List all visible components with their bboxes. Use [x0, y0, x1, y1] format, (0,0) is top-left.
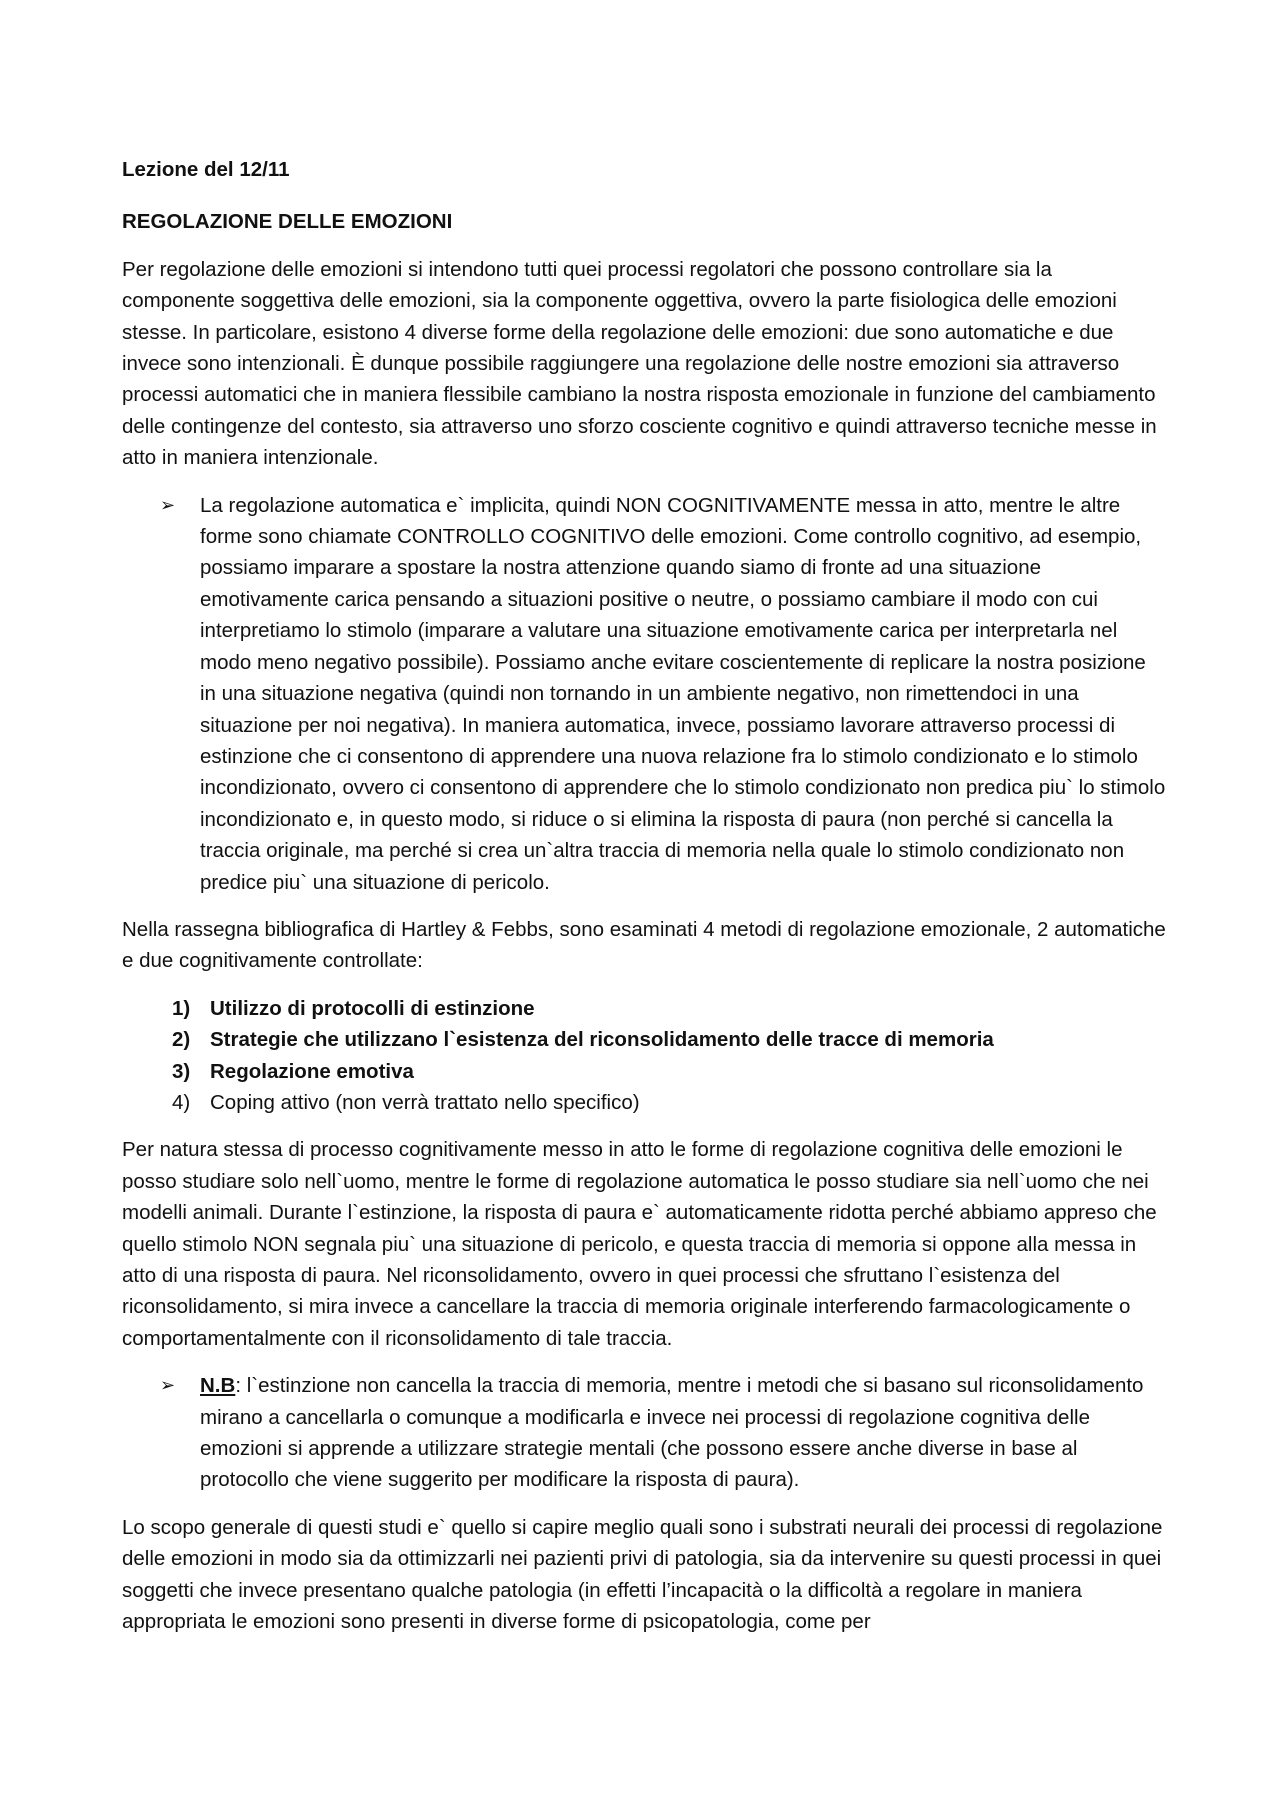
intro-paragraph: Per regolazione delle emozioni si intendono tutti quei processi regolatori che possono controllare sia la componente soggettiva delle emozioni, sia la componente oggettiva, ovvero la parte fisiologica delle emozioni stesse. In particolare, esistono 4 diverse forme della regolazione delle emozioni: due sono automatiche e due invece sono intenzionali. È dunque possibile raggiungere una regolazione delle nostre emozioni sia attraverso processi automatici che in maniera flessibile cambiano la nostra risposta emozionale in funzione del cambiamento delle contingenze del contesto, sia attraverso uno sforzo cosciente cognitivo e quindi attraverso tecniche messe in atto in maniera intenzionale. — [122, 257, 1157, 470]
nature-paragraph: Per natura stessa di processo cognitivamente messo in atto le forme di regolazione cognitiva delle emozioni le posso studiare solo nell`uomo, mentre le forme di regolazione automatica le posso studiare sia nell`uomo che nei modelli animali. Durante l`estinzione, la risposta di paura e` automaticamente ridotta perché abbiamo appreso che quello stimolo NON segnala piu` una situazione di pericolo, e questa traccia di memoria si oppone alla messa in atto di una risposta di paura. Nel riconsolidamento, ovvero in quei processi che sfruttano l`esistenza del riconsolidamento, si mira invece a cancellare la traccia di memoria originale interferendo farmacologicamente o comportamentalmente con il riconsolidamento di tale traccia. — [122, 1138, 1157, 1350]
methods-list — [172, 993, 1166, 1119]
list-number: 4) — [172, 1090, 191, 1114]
list-item — [172, 1056, 1166, 1087]
bullet-automatic-regulation — [160, 490, 1166, 898]
bullet-text: : l`estinzione non cancella la traccia di memoria, mentre i metodi che si basano sul riconsolidamento mirano a cancellarla o comunque a modificarla e invece nei processi di regolazione cognitiva delle emozioni si apprende a utilizzare strategie mentali (che possono essere anche diverse in base al protocollo che viene suggerito per modificare la risposta di paura). — [200, 1374, 1144, 1492]
list-number: 1) — [172, 996, 191, 1020]
list-item — [172, 1024, 1166, 1055]
list-item-label: Utilizzo di protocolli di estinzione — [210, 996, 535, 1020]
list-item-label: Regolazione emotiva — [210, 1059, 414, 1083]
list-item-label: Strategie che utilizzano l`esistenza del riconsolidamento delle tracce di memoria — [210, 1028, 994, 1052]
arrow-bullet-icon: ➢ — [160, 494, 176, 515]
arrow-bullet-icon: ➢ — [160, 1375, 176, 1396]
list-item — [172, 993, 1166, 1024]
closing-paragraph: Lo scopo generale di questi studi e` quello si capire meglio quali sono i substrati neurali dei processi di regolazione delle emozioni in modo sia da ottimizzarli nei pazienti privi di patologia, sia da intervenire su questi processi in quei soggetti che invece presentano qualche patologia (in effetti l’incapacità o la difficoltà a regolare in maniera appropriata le emozioni sono presenti in diverse forme di psicopatologia, come per — [122, 1515, 1163, 1634]
lesson-title: Lezione del 12/11 — [122, 158, 290, 181]
section-heading: REGOLAZIONE DELLE EMOZIONI — [122, 210, 453, 234]
list-number: 2) — [172, 1028, 191, 1052]
nb-label: N.B — [200, 1374, 236, 1398]
list-number: 3) — [172, 1059, 191, 1083]
bullet-text: La regolazione automatica e` implicita, quindi NON COGNITIVAMENTE messa in atto, mentre le altre forme sono chiamate CONTROLLO COGNITIVO delle emozioni. Come controllo cognitivo, ad esempio, possiamo imparare a spostare la nostra attenzione quando siamo di fronte ad una situazione emotivamente carica pensando a situazioni positive o neutre, o possiamo cambiare il modo con cui interpretiamo lo stimolo (imparare a valutare una situazione emotivamente carica per interpretarla nel modo meno negativo possibile). Possiamo anche evitare coscientemente di replicare la nostra posizione in una situazione negativa (quindi non tornando in un ambiente negativo, non rimettendoci in una situazione per noi negativa). In maniera automatica, invece, possiamo lavorare attraverso processi di estinzione che ci consentono di apprendere una nuova relazione fra lo stimolo condizionato e lo stimolo incondizionato, ovvero ci consentono di apprendere che lo stimolo condizionato non predica piu` lo stimolo incondizionato e, in questo modo, si riduce o si elimina la risposta di paura (non perché si cancella la traccia originale, ma perché si crea un`altra traccia di memoria nella quale lo stimolo condizionato non predice piu` una situazione di pericolo. — [200, 493, 1166, 894]
review-paragraph: Nella rassegna bibliografica di Hartley & Febbs, sono esaminati 4 metodi di regolazione emozionale, 2 automatiche e due cognitivamente controllate: — [122, 917, 1166, 973]
list-item — [172, 1087, 1166, 1118]
bullet-nota-bene — [160, 1370, 1166, 1496]
list-item-label: Coping attivo (non verrà trattato nello specifico) — [210, 1090, 640, 1114]
